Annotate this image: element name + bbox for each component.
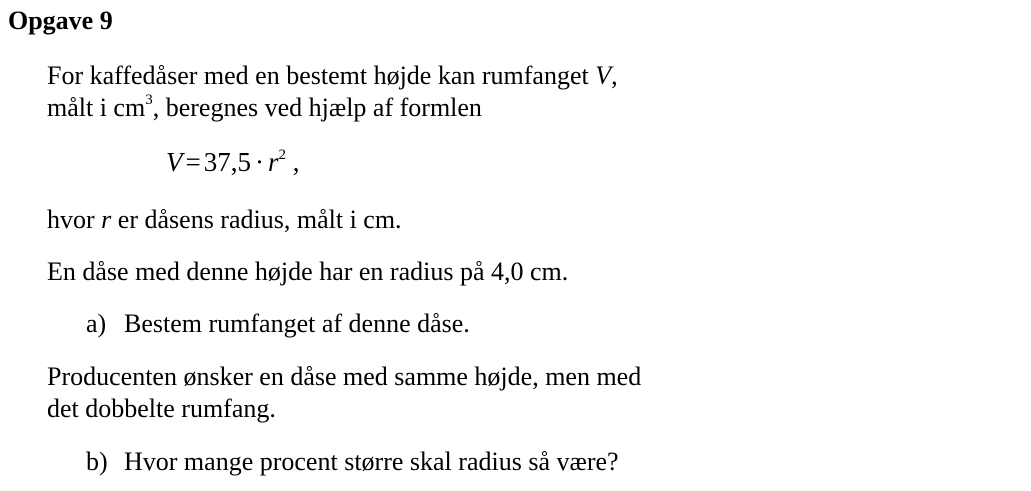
formula-equals: = bbox=[185, 147, 201, 177]
intro-line-1 bbox=[47, 60, 618, 92]
volume-formula bbox=[166, 142, 300, 182]
question-a bbox=[86, 308, 470, 340]
unit-text: målt i cm bbox=[47, 93, 146, 122]
where-start: hvor bbox=[47, 205, 102, 234]
question-a-text: Bestem rumfanget af denne dåse. bbox=[124, 309, 470, 338]
where-variable: r bbox=[101, 205, 112, 234]
producer-line-1: Producenten ønsker en dåse med samme højde, men med bbox=[47, 362, 642, 391]
producer-line-2: det dobbelte rumfang. bbox=[47, 394, 276, 423]
formula-dot: · bbox=[254, 147, 264, 177]
intro-line-2 bbox=[47, 92, 482, 124]
formula-radius-variable: r bbox=[267, 147, 279, 177]
formula-coefficient: 37,5 bbox=[203, 147, 251, 177]
given-radius-line: En dåse med denne højde har en radius på 4,0 cm. bbox=[47, 257, 569, 286]
question-b bbox=[86, 446, 619, 478]
question-b-text: Hvor mange procent større skal radius så være? bbox=[124, 447, 619, 476]
intro-text: For kaffedåser med en bestemt højde kan rumfanget bbox=[47, 61, 596, 90]
question-a-label: a) bbox=[86, 309, 107, 338]
unit-exponent: 3 bbox=[145, 92, 153, 109]
volume-variable: V bbox=[595, 61, 612, 90]
question-b-label: b) bbox=[86, 447, 108, 476]
where-end: er dåsens radius, målt i cm. bbox=[111, 205, 402, 234]
formula-lhs: V bbox=[166, 147, 183, 177]
formula-exponent: 2 bbox=[278, 147, 286, 163]
intro-comma: , bbox=[611, 61, 618, 90]
formula-comma: , bbox=[286, 147, 300, 177]
intro-line-2-end: , beregnes ved hjælp af formlen bbox=[152, 93, 482, 122]
task-heading: Opgave 9 bbox=[8, 6, 113, 35]
where-line bbox=[47, 204, 402, 236]
